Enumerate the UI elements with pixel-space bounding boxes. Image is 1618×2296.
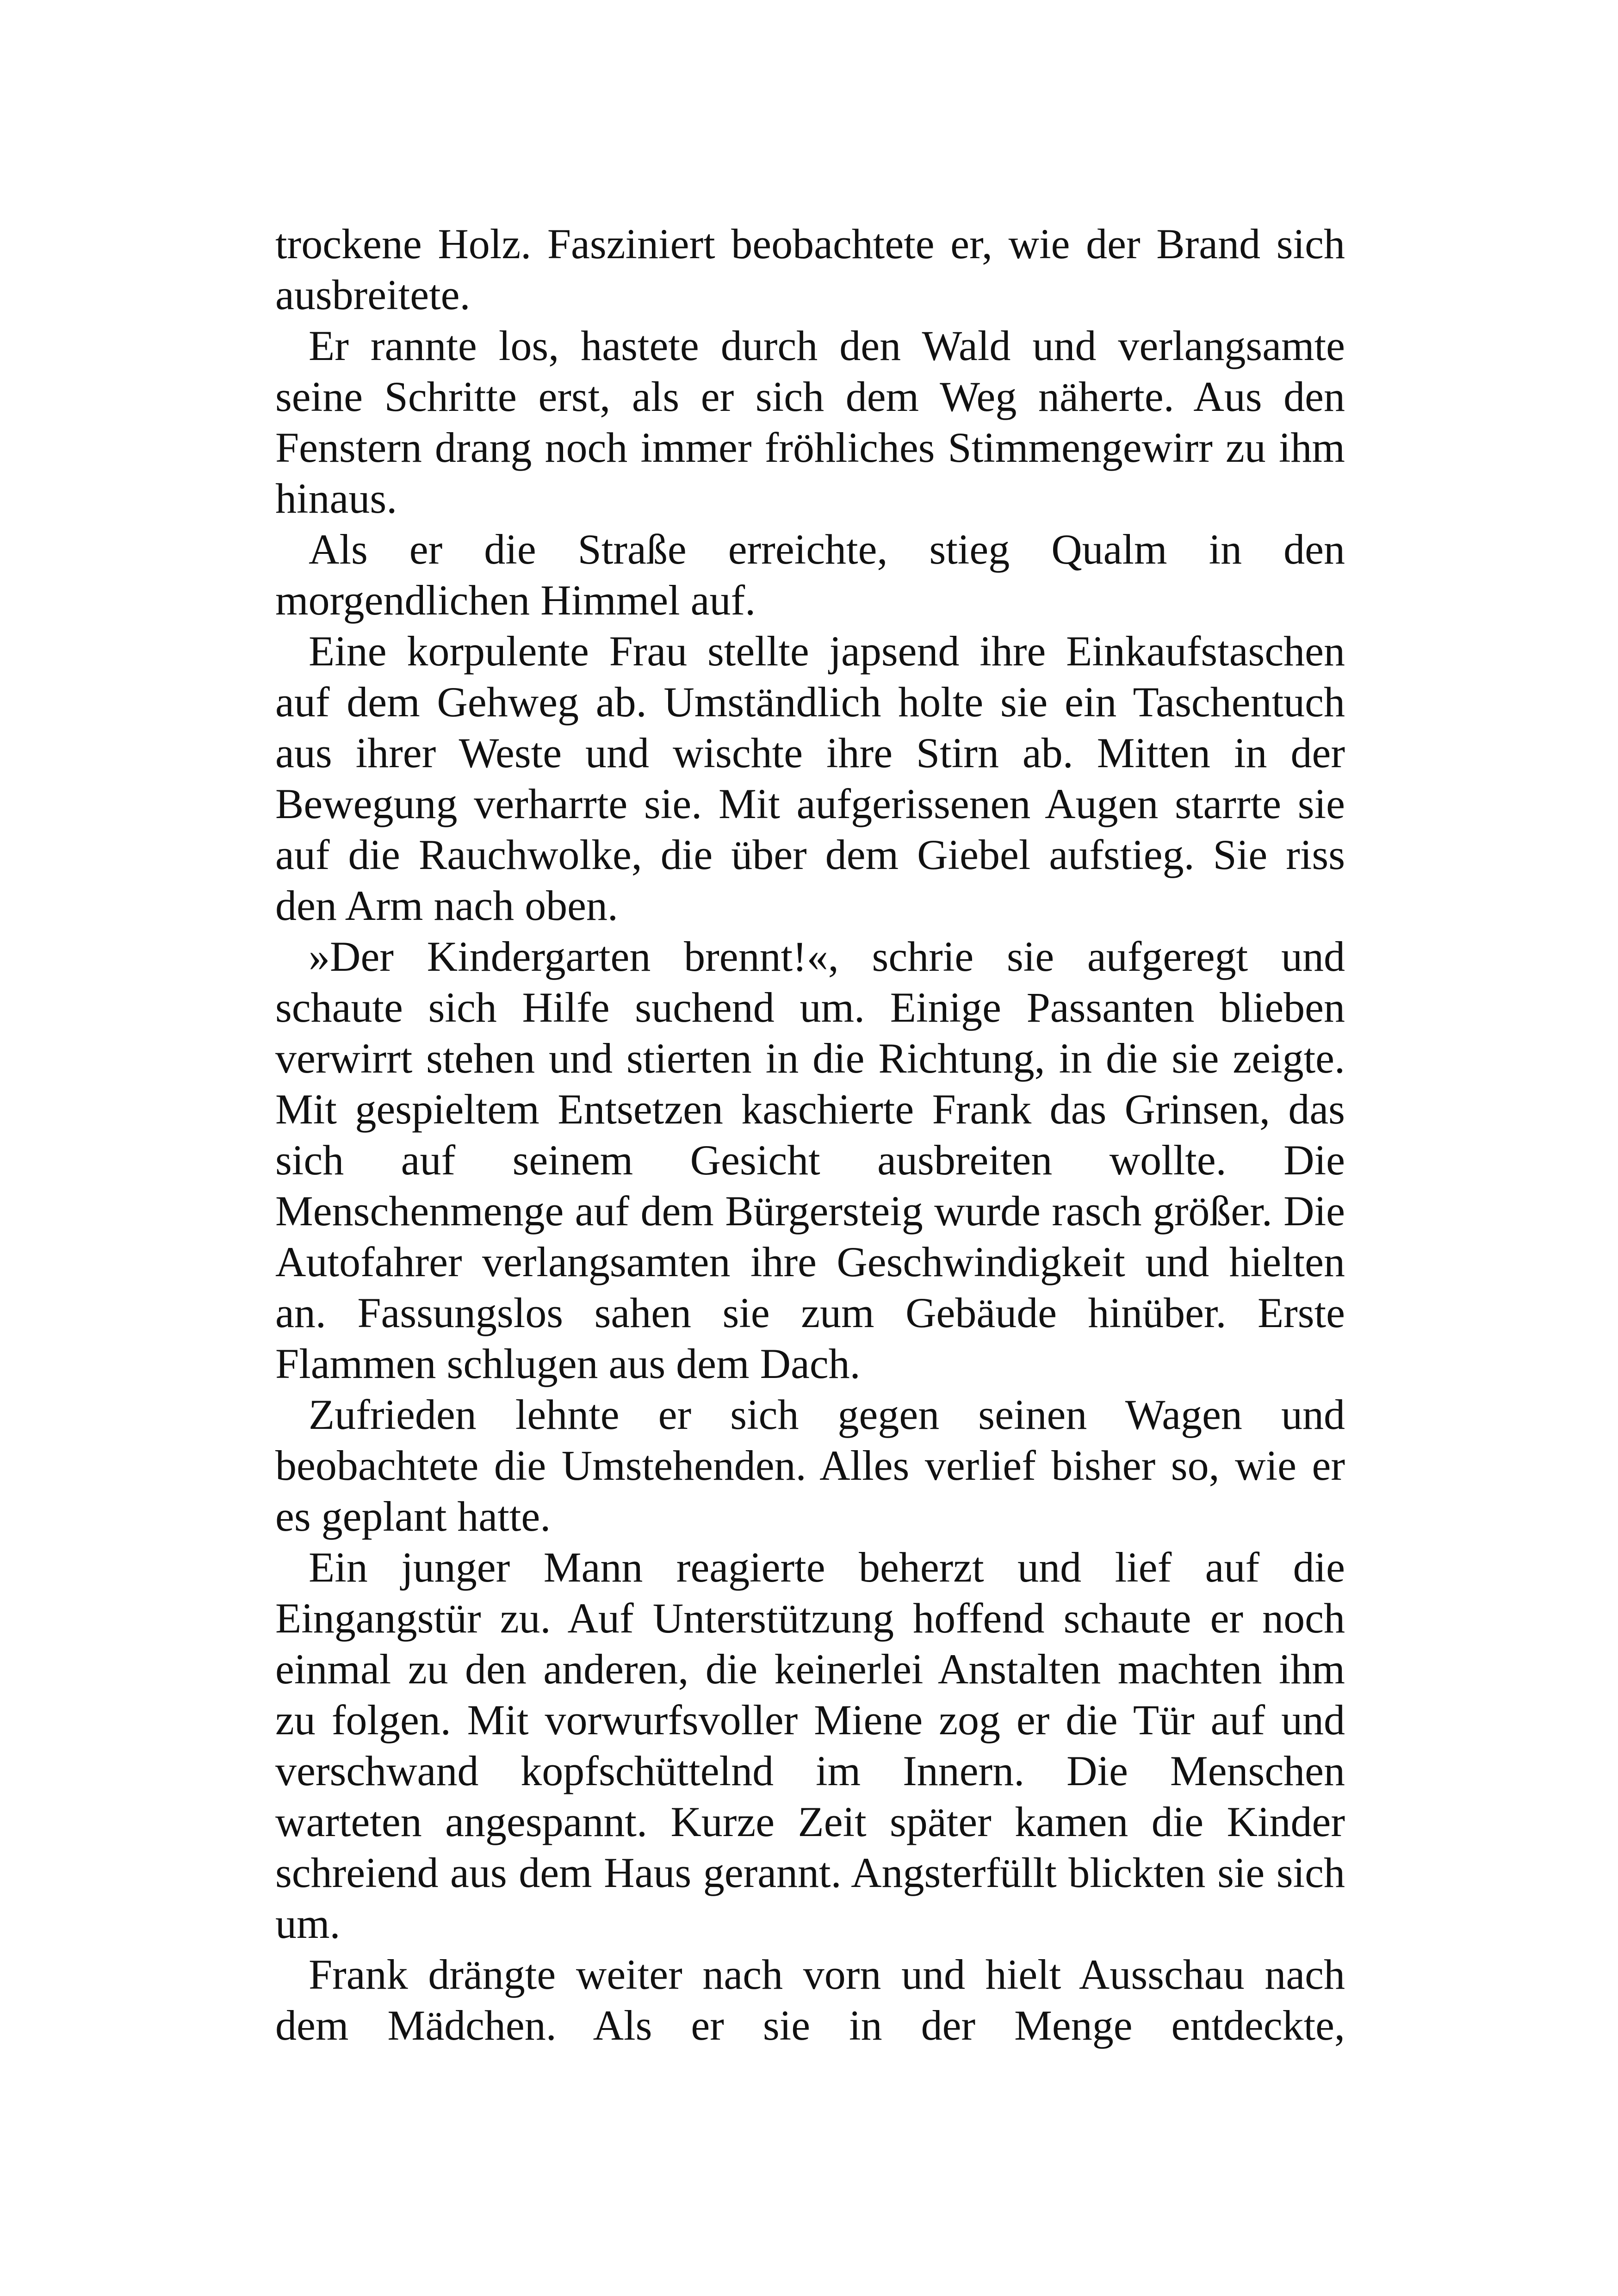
paragraph-8: Frank drängte weiter nach vorn und hielt Ausschau nach dem Mädchen. Als er sie in der Menge entdeckte, — [275, 1951, 1345, 2049]
paragraph-7: Ein junger Mann reagierte beherzt und lief auf die Eingangstür zu. Auf Unterstützung hoffend schaute er noch einmal zu den anderen, die keinerlei Anstalten machten ihm zu folgen. Mit vorwurfsvoller Miene zog er die Tür auf und verschwand kopfschüttelnd im Innern. Die Menschen warteten angespannt. Kurze Zeit später kamen die Kinder schreiend aus dem Haus gerannt. Angsterfüllt blickten sie sich um. — [275, 1544, 1345, 1947]
paragraph-4: Eine korpulente Frau stellte japsend ihre Einkaufstaschen auf dem Gehweg ab. Umständlich holte sie ein Taschentuch aus ihrer Weste und wischte ihre Stirn ab. Mitten in der Bewegung verharrte sie. Mit aufgerissenen Augen starrte sie auf die Rauchwolke, die über dem Giebel aufstieg. Sie riss den Arm nach oben. — [275, 627, 1345, 929]
paragraph-1: trockene Holz. Fasziniert beobachtete er, wie der Brand sich ausbreitete. — [275, 220, 1345, 318]
book-page — [275, 218, 1345, 2051]
paragraph-6: Zufrieden lehnte er sich gegen seinen Wagen und beobachtete die Umstehenden. Alles verlief bisher so, wie er es geplant hatte. — [275, 1391, 1345, 1540]
paragraph-5: »Der Kindergarten brennt!«, schrie sie aufgeregt und schaute sich Hilfe suchend um. Einige Passanten blieben verwirrt stehen und stierten in die Richtung, in die sie zeigte. Mit gespieltem Entsetzen kaschierte Frank das Grinsen, das sich auf seinem Gesicht ausbreiten wollte. Die Menschenmenge auf dem Bürgersteig wurde rasch größer. Die Autofahrer verlangsamten ihre Geschwindigkeit und hielten an. Fassungslos sahen sie zum Gebäude hinüber. Erste Flammen schlugen aus dem Dach. — [275, 933, 1345, 1387]
paragraph-2: Er rannte los, hastete durch den Wald und verlangsamte seine Schritte erst, als er sich dem Weg näherte. Aus den Fenstern drang noch immer fröhliches Stimmengewirr zu ihm hinaus. — [275, 322, 1345, 522]
paragraph-3: Als er die Straße erreichte, stieg Qualm in den morgendlichen Himmel auf. — [275, 526, 1345, 624]
